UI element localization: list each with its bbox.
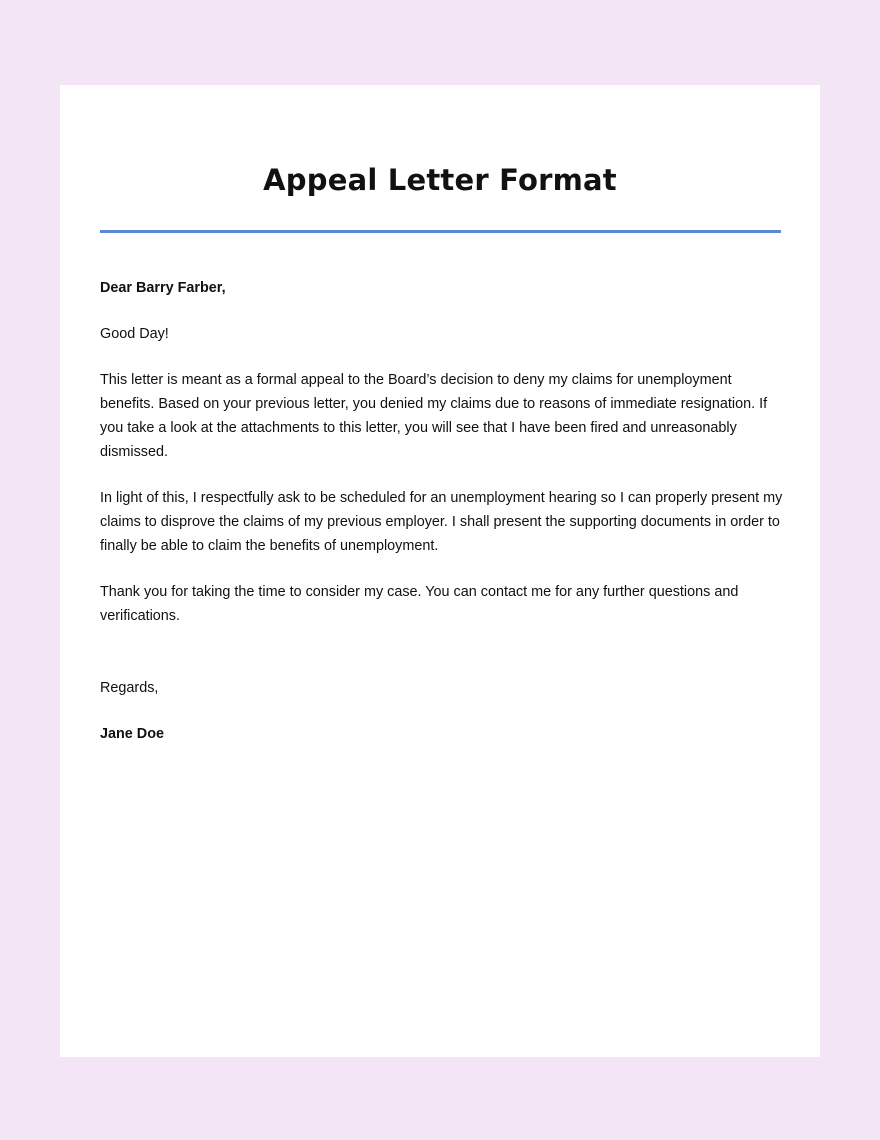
title-divider — [100, 230, 781, 233]
greeting: Good Day! — [100, 326, 169, 342]
closing: Regards, — [100, 680, 159, 696]
signature: Jane Doe — [100, 726, 164, 742]
paragraph-3: Thank you for taking the time to consider my case. You can contact me for any further questions and verifications. — [100, 584, 739, 624]
letter-page — [60, 85, 820, 1057]
document-title: Appeal Letter Format — [263, 163, 617, 197]
letter-body — [100, 276, 790, 746]
paragraph-2: In light of this, I respectfully ask to be scheduled for an unemployment hearing so I can properly present my claims to disprove the claims of my previous employer. I shall present the supporting documents in order to finally be able to claim the benefits of unemployment. — [100, 490, 783, 554]
salutation: Dear Barry Farber, — [100, 280, 226, 296]
paragraph-1: This letter is meant as a formal appeal to the Board’s decision to deny my claims for unemployment benefits. Based on your previous letter, you denied my claims due to reasons of immediate resignation. If you take a look at the attachments to this letter, you will see that I have been fired and unreasonably dismissed. — [100, 372, 768, 460]
